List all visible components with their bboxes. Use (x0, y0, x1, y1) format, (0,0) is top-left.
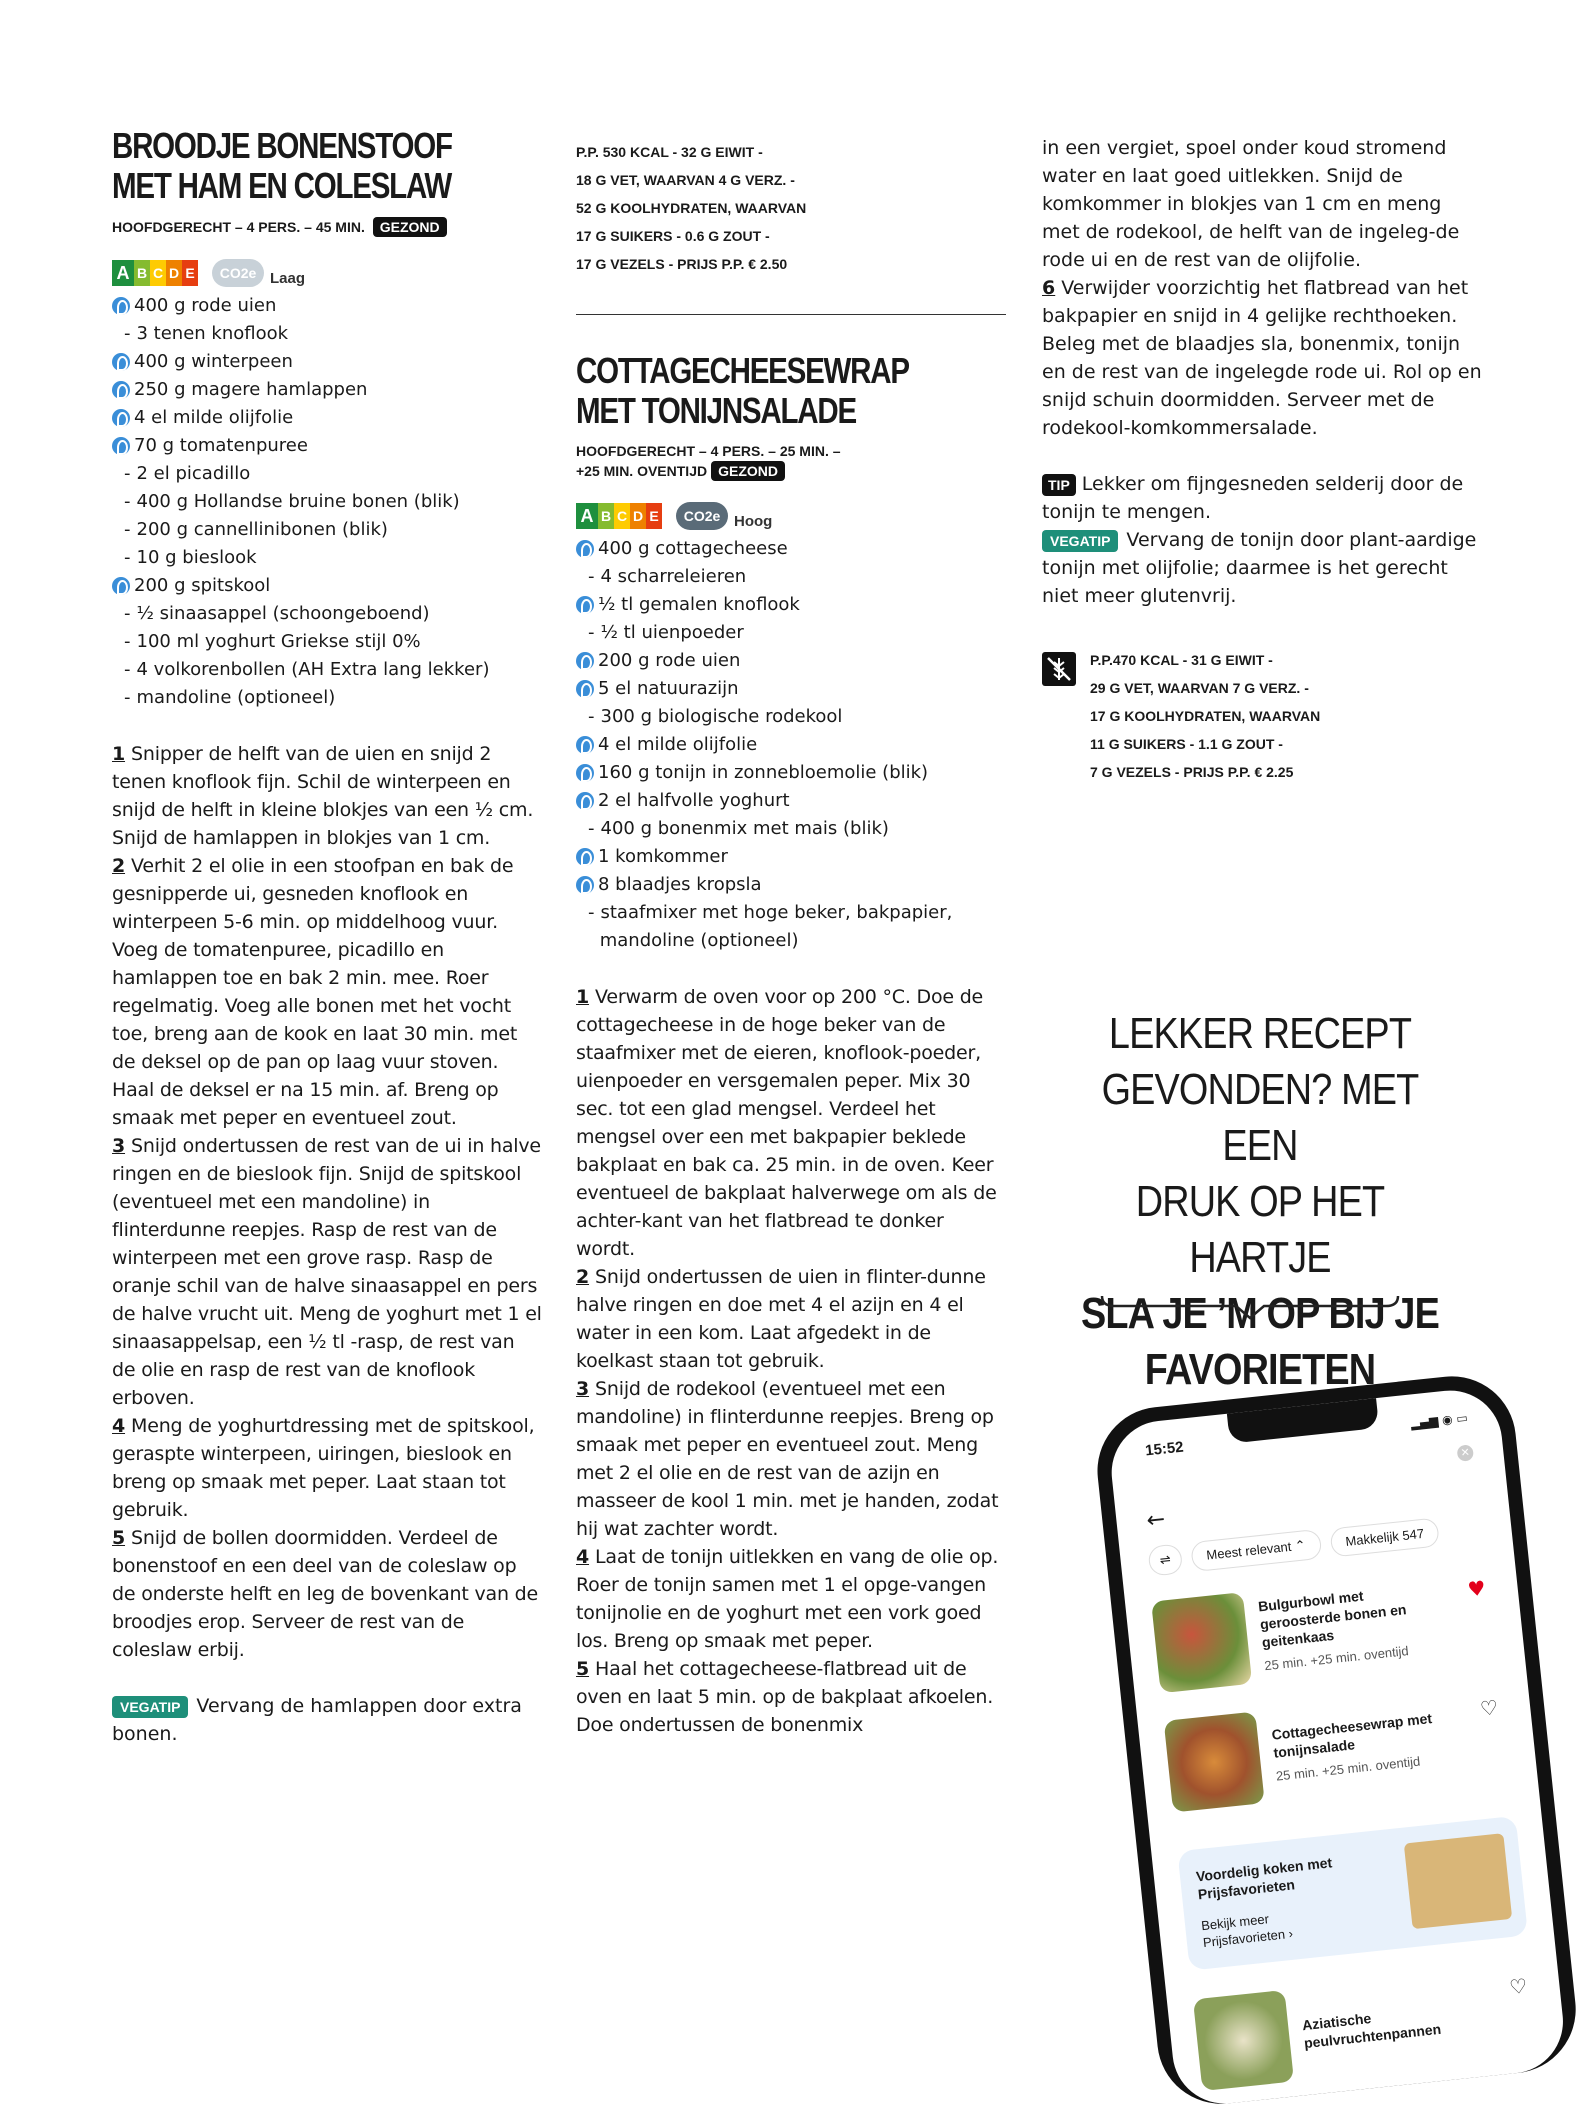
organic-icon (576, 764, 594, 782)
ingredient-text: 100 ml yoghurt Griekse stijl 0% (136, 631, 421, 652)
ingredient-item (112, 432, 542, 460)
ingredient-text: 4 el milde olijfolie (134, 407, 294, 428)
ingredient-item (112, 292, 542, 320)
card-meta: 25 min. +25 min. oventijd (1263, 1643, 1410, 1674)
co2-label-2: Hoog (734, 512, 773, 530)
ingredient-item (112, 656, 542, 684)
step-text: Snijd de rodekool (eventueel met een mandoline) in flinterdunne reepjes. Breng op smaak met peper en eventueel zout. Meng met 2 el olie en de rest van de azijn en masseer de kool 1 min. met je handen, zodat hij wat zachter wordt. (576, 1378, 999, 1540)
ingredient-item (576, 731, 1006, 759)
recipe-thumb (1193, 1990, 1294, 2091)
nutrition-line: 18 G VET, WAARVAN 4 G VERZ. - (576, 172, 795, 188)
step (576, 1543, 1006, 1655)
organic-icon (112, 409, 130, 427)
nutri-score-icon (112, 260, 198, 286)
card-text (1301, 1996, 1494, 2052)
ingredient-text: 200 g rode uien (598, 650, 741, 671)
ingredient-item (576, 703, 1006, 731)
recipe2-vegatip (1042, 526, 1482, 610)
step-text: Meng de yoghurtdressing met de spitskool, geraspte winterpeen, uiringen, bieslook en breng op smaak met peper. Laat staan tot gebruik. (112, 1415, 535, 1521)
ingredient-text: 200 g cannellinibonen (blik) (136, 519, 388, 540)
card-title: Cottagecheesewrap met tonijnsalade (1270, 1710, 1433, 1761)
ingredient-item (112, 516, 542, 544)
ingredient-item (112, 488, 542, 516)
step-number: 3 (112, 1135, 126, 1157)
recipe-card-2[interactable] (1163, 1677, 1513, 1822)
recipe1-vegatip (112, 1692, 542, 1748)
step-number: 5 (576, 1658, 590, 1680)
ingredient-text: 400 g bonenmix met mais (blik) (600, 818, 889, 839)
nutrition2 (1090, 646, 1320, 786)
ingredient-item (576, 619, 1006, 647)
step-text: Snijd de bollen doormidden. Verdeel de bonenstoof en een deel van de coleslaw op de onderste helft en leg de bovenkant van de broodjes erop. Serveer de rest van de coleslaw erbij. (112, 1527, 539, 1661)
step-number: 6 (1042, 277, 1056, 299)
dash-bullet: - (124, 547, 131, 568)
filter-easy-label: Makkelijk (1344, 1528, 1400, 1549)
recipe-card-3[interactable] (1192, 1955, 1542, 2100)
dash-bullet: - (124, 491, 131, 512)
nutri-a: A (576, 503, 598, 529)
status-icons: ▂▄▆ ◉ ▭ (1410, 1410, 1469, 1431)
co2-icon-2: CO2e (676, 502, 728, 530)
recipe2-continued-column (1042, 134, 1482, 786)
recipe2-title-line1: COTTAGECHEESEWRAP (576, 350, 909, 391)
organic-icon (576, 540, 594, 558)
nutrition-line: 52 G KOOLHYDRATEN, WAARVAN (576, 200, 807, 216)
step-number: 1 (576, 986, 590, 1008)
ingredient-text: 2 el halfvolle yoghurt (598, 790, 790, 811)
nutri-score-icon-2 (576, 503, 662, 529)
tip-text: Lekker om fijngesneden selderij door de tonijn te mengen. (1042, 473, 1464, 523)
recipe1-scores (112, 256, 542, 290)
banner-link-text: Bekijk meer Prijsfavorieten (1200, 1911, 1286, 1951)
gluten-free-icon (1042, 652, 1076, 686)
step-text: Laat de tonijn uitlekken en vang de olie op. Roer de tonijn samen met 1 el opge-vangen tonijnolie en de yoghurt met een vork goed los. Breng op smaak met peper. (576, 1546, 999, 1652)
recipe1-meta-text: HOOFDGERECHT – 4 PERS. – 45 MIN. (112, 219, 365, 235)
ingredient-item (112, 348, 542, 376)
step (576, 1655, 1006, 1739)
ingredient-item (576, 871, 1006, 899)
nutrition-line: P.P. 530 KCAL - 32 G EIWIT - (576, 144, 763, 160)
nutri-e: E (182, 260, 198, 286)
dash-bullet (588, 927, 594, 955)
nutri-b: B (134, 260, 150, 286)
organic-icon (576, 736, 594, 754)
recipe2-title (576, 351, 929, 431)
step-text: Snijd ondertussen de rest van de ui in halve ringen en de bieslook fijn. Snijd de spitskool (eventueel met een mandoline) in flinterdunne reepjes. Rasp de rest van de winterpeen met een grove rasp. Rasp de oranje schil van de halve sinaasappel en pers de halve vrucht uit. Meng de yoghurt met 1 el sinaasappelsap, een ½ tl -rasp, de rest van de olie en rasp de rest van de knoflook erboven. (112, 1135, 542, 1409)
organic-icon (112, 297, 130, 315)
ingredient-item (112, 376, 542, 404)
step (576, 983, 1006, 1263)
step-text: Verhit 2 el olie in een stoofpan en bak de gesnipperde ui, gesneden knoflook en winterpeen 5-6 min. op middelhoog vuur. Voeg de tomatenpuree, picadillo en hamlappen toe en bak 2 min. mee. Roer regelmatig. Voeg alle bonen met het vocht toe, breng aan de kook en laat 30 min. met de deksel op de pan op laag vuur stoven. Haal de deksel er na 15 min. af. Breng op smaak met peper en eventueel zout. (112, 855, 518, 1129)
organic-icon (112, 437, 130, 455)
promo-line5: FAVORIETEN (1144, 1345, 1376, 1394)
step-text: Verwarm de oven voor op 200 °C. Doe de cottagecheese in de hoge beker van de staafmixer met de eieren, knoflook-poeder, uienpoeder en versgemalen peper. Mix 30 sec. tot een glad mengsel. Verdeel het mengsel over een met bakpapier beklede bakplaat en bak ca. 25 min. in de oven. Keer eventueel de bakplaat halverwege om als de achter-kant van het flatbread te donker wordt. (576, 986, 997, 1260)
ingredient-text: 400 g winterpeen (134, 351, 293, 372)
step-number: 1 (112, 743, 126, 765)
step (112, 1412, 542, 1524)
step-number: 2 (576, 1266, 590, 1288)
ingredient-item (576, 815, 1006, 843)
nutrition2-block (1042, 646, 1482, 786)
ingredient-text: 400 g cottagecheese (598, 538, 788, 559)
recipe2-title-line2: MET TONIJNSALADE (576, 390, 856, 431)
ingredient-item (576, 787, 1006, 815)
recipe2-column (576, 138, 1006, 1739)
organic-icon (576, 876, 594, 894)
nutrition-line: 17 G SUIKERS - 0.6 G ZOUT - (576, 228, 770, 244)
nutri-d: D (166, 260, 182, 286)
ingredient-item (576, 535, 1006, 563)
ingredient-text: 1 komkommer (598, 846, 728, 867)
ingredient-text: 200 g spitskool (134, 575, 271, 596)
phone-screen (1107, 1385, 1569, 2108)
organic-icon (576, 848, 594, 866)
phone-notch (1227, 1398, 1379, 1444)
dash-bullet: - (588, 706, 595, 727)
step-text: Haal het cottagecheese-flatbread uit de oven en laat 5 min. op de bakplaat afkoelen. Doe ondertussen de bonenmix (576, 1658, 994, 1736)
nutri-d: D (630, 503, 646, 529)
step-number: 2 (112, 855, 126, 877)
ingredient-text: 400 g rode uien (134, 295, 277, 316)
organic-icon (576, 596, 594, 614)
nutrition-line: 7 G VEZELS - PRIJS P.P. € 2.25 (1090, 764, 1294, 780)
ingredient-item (112, 628, 542, 656)
promo-line1: LEKKER RECEPT (1108, 1009, 1412, 1058)
prijsfavorieten-banner[interactable] (1177, 1816, 1528, 1971)
recipe2-scores (576, 499, 1006, 533)
step (112, 1524, 542, 1664)
co2-icon: CO2e (212, 259, 264, 287)
recipe-card-1[interactable] (1150, 1557, 1500, 1702)
nutrition1 (576, 138, 1006, 278)
organic-icon (576, 652, 594, 670)
ingredient-item (576, 899, 1006, 927)
banner-title: Voordelig koken met Prijsfavorieten (1195, 1854, 1333, 1903)
nutri-c: C (614, 503, 630, 529)
nutri-b: B (598, 503, 614, 529)
card-text (1257, 1578, 1454, 1675)
filter-easy[interactable] (1329, 1517, 1440, 1557)
dash-bullet: - (588, 902, 595, 923)
ingredient-item (112, 460, 542, 488)
dash-bullet: - (124, 519, 131, 540)
promo-line2: GEVONDEN? MET EEN (1101, 1065, 1419, 1170)
ingredient-item (112, 572, 542, 600)
recipe2-ingredients (576, 535, 1006, 955)
dash-bullet: - (588, 622, 595, 643)
step-text: Verwijder voorzichtig het flatbread van het bakpapier en snijd in 4 gelijke rechthoeken. Beleg met de blaadjes sla, bonenmix, tonijn en de rest van de ingelegde rode ui. Rol op en snijd schuin doormidden. Serveer met de rodekool-komkommersalade. (1042, 277, 1482, 439)
recipe1-title-line1: BROODJE BONENSTOOF (112, 125, 452, 166)
card-title: Bulgurbowl met geroosterde bonen en geitenkaas (1257, 1587, 1408, 1651)
ingredient-text: ½ tl uienpoeder (600, 622, 744, 643)
ingredient-item (112, 600, 542, 628)
dash-bullet: - (124, 687, 131, 708)
filter-count: 547 (1401, 1525, 1425, 1543)
step-number: 4 (576, 1546, 590, 1568)
ingredient-text: staafmixer met hoge beker, bakpapier, (600, 902, 953, 923)
ingredient-item (576, 927, 1006, 955)
promo-text (1040, 1006, 1480, 1398)
ingredient-item (112, 684, 542, 712)
close-icon[interactable]: ✕ (1456, 1444, 1474, 1462)
brace-divider-icon (1100, 1294, 1400, 1322)
ingredient-text: ½ sinaasappel (schoongeboend) (136, 603, 430, 624)
nutrition-line: 17 G VEZELS - PRIJS P.P. € 2.50 (576, 256, 788, 272)
vegatip-text: Vervang de hamlappen door extra bonen. (112, 1695, 522, 1745)
recipe2-tip (1042, 470, 1482, 526)
step-number: 5 (112, 1527, 126, 1549)
ingredient-item (112, 320, 542, 348)
recipe1-meta (112, 216, 542, 238)
ingredient-text: 4 volkorenbollen (AH Extra lang lekker) (136, 659, 490, 680)
step-number: 4 (112, 1415, 126, 1437)
dash-bullet: - (124, 323, 131, 344)
nutrition-line: 11 G SUIKERS - 1.1 G ZOUT - (1090, 736, 1283, 752)
gezond-tag-2: GEZOND (711, 461, 785, 481)
step (112, 740, 542, 852)
dash-bullet: - (588, 818, 595, 839)
phone-frame (1091, 1370, 1582, 2110)
ingredient-text: 300 g biologische rodekool (600, 706, 843, 727)
nutrition-line: P.P.470 KCAL - 31 G EIWIT - (1090, 652, 1273, 668)
heart-outline-icon[interactable]: ♡ (1508, 1973, 1529, 2000)
ingredient-item (112, 404, 542, 432)
ingredient-item (112, 544, 542, 572)
dash-bullet: - (124, 463, 131, 484)
step-number: 3 (576, 1378, 590, 1400)
nutri-a: A (112, 260, 134, 286)
recipe1-ingredients (112, 292, 542, 712)
card-title: Aziatische peulvruchtenpannen (1301, 2010, 1442, 2052)
ingredient-text: 2 el picadillo (136, 463, 251, 484)
recipe2-meta-line1: HOOFDGERECHT – 4 PERS. – 25 MIN. – (576, 443, 841, 459)
organic-icon (112, 381, 130, 399)
ingredient-text: 400 g Hollandse bruine bonen (blik) (136, 491, 460, 512)
step-text: Snipper de helft van de uien en snijd 2 tenen knoflook fijn. Schil de winterpeen en snijd de helft in kleine blokjes van een ½ cm. Snijd de hamlappen in blokjes van 1 cm. (112, 743, 534, 849)
filter-settings-icon[interactable]: ⇌ (1147, 1543, 1183, 1576)
ingredient-text: 5 el natuurazijn (598, 678, 739, 699)
ingredient-text: 10 g bieslook (136, 547, 257, 568)
ingredient-text: 160 g tonijn in zonnebloemolie (blik) (598, 762, 929, 783)
card-meta: 25 min. +25 min. oventijd (1275, 1753, 1421, 1784)
nutrition-line: 29 G VET, WAARVAN 7 G VERZ. - (1090, 680, 1309, 696)
organic-icon (576, 680, 594, 698)
promo-line4: SLA JE ’M OP BIJ JE (1080, 1289, 1439, 1338)
status-time: 15:52 (1144, 1438, 1185, 1460)
recipe2-meta-line2: +25 MIN. OVENTIJD (576, 463, 708, 479)
recipe2-step6 (1042, 274, 1482, 442)
organic-icon (112, 353, 130, 371)
phone-mockup (1070, 1370, 1590, 2052)
recipe2-continued-text: in een vergiet, spoel onder koud stromend water en laat goed uitlekken. Snijd de komkommer in blokjes van 1 cm en meng met de rodekool, de helft van de ingeleg-de rode ui en de rest van de olijfolie. (1042, 137, 1460, 271)
recipe1-steps (112, 740, 542, 1664)
sort-label: Meest relevant (1205, 1538, 1293, 1563)
back-arrow-icon[interactable]: ← (1145, 1506, 1167, 1534)
recipe2-meta (576, 441, 1006, 481)
vegatip-badge: VEGATIP (112, 1696, 188, 1718)
vegatip-badge-2: VEGATIP (1042, 530, 1118, 552)
heart-outline-icon[interactable]: ♡ (1478, 1695, 1500, 1721)
ingredient-item (576, 675, 1006, 703)
divider (576, 314, 1006, 315)
step (576, 1375, 1006, 1543)
co2-label: Laag (270, 269, 306, 287)
recipe2-steps (576, 983, 1006, 1739)
ingredient-text: 250 g magere hamlappen (134, 379, 368, 400)
nutri-e: E (646, 503, 662, 529)
ingredient-text: mandoline (optioneel) (136, 687, 336, 708)
ingredient-item (576, 647, 1006, 675)
ingredient-item (576, 759, 1006, 787)
ingredient-item (576, 563, 1006, 591)
step (576, 1263, 1006, 1375)
dash-bullet: - (588, 566, 595, 587)
promo-line3: DRUK OP HET HARTJE (1135, 1177, 1385, 1282)
gezond-tag: GEZOND (373, 217, 447, 237)
ingredient-text: 8 blaadjes kropsla (598, 874, 762, 895)
sort-dropdown[interactable]: Meest relevant ⌃ (1190, 1529, 1322, 1572)
ingredient-text: mandoline (optioneel) (599, 930, 799, 951)
nutri-c: C (150, 260, 166, 286)
dash-bullet: - (124, 659, 131, 680)
ingredient-item (576, 843, 1006, 871)
step-text: Snijd ondertussen de uien in flinter-dunne halve ringen en doe met 4 el azijn en 4 el water in een kom. Laat afgedekt in de koelkast staan tot gebruik. (576, 1266, 986, 1372)
banner-image (1404, 1833, 1512, 1929)
step (112, 1132, 542, 1412)
recipe1-title (112, 126, 465, 206)
banner-link[interactable]: Bekijk meer Prijsfavorieten › (1200, 1911, 1294, 1951)
dash-bullet: - (124, 631, 131, 652)
step (112, 852, 542, 1132)
card-text (1271, 1706, 1466, 1786)
ingredient-text: 4 el milde olijfolie (598, 734, 758, 755)
organic-icon (112, 577, 130, 595)
recipe-thumb (1151, 1592, 1252, 1693)
recipe1-column (112, 126, 542, 1748)
dash-bullet: - (124, 603, 131, 624)
ingredient-text: ½ tl gemalen knoflook (598, 594, 800, 615)
recipe1-title-line2: MET HAM EN COLESLAW (112, 165, 452, 206)
vegatip-text-2: Vervang de tonijn door plant-aardige tonijn met olijfolie; daarmee is het gerecht niet meer glutenvrij. (1042, 529, 1477, 607)
recipe-thumb (1164, 1711, 1265, 1812)
ingredient-text: 70 g tomatenpuree (134, 435, 308, 456)
heart-filled-icon[interactable]: ♥ (1466, 1575, 1487, 1602)
organic-icon (576, 792, 594, 810)
ingredient-text: 4 scharreleieren (600, 566, 747, 587)
tip-badge: TIP (1042, 474, 1076, 496)
ingredient-text: 3 tenen knoflook (136, 323, 289, 344)
nutrition-line: 17 G KOOLHYDRATEN, WAARVAN (1090, 708, 1321, 724)
ingredient-item (576, 591, 1006, 619)
